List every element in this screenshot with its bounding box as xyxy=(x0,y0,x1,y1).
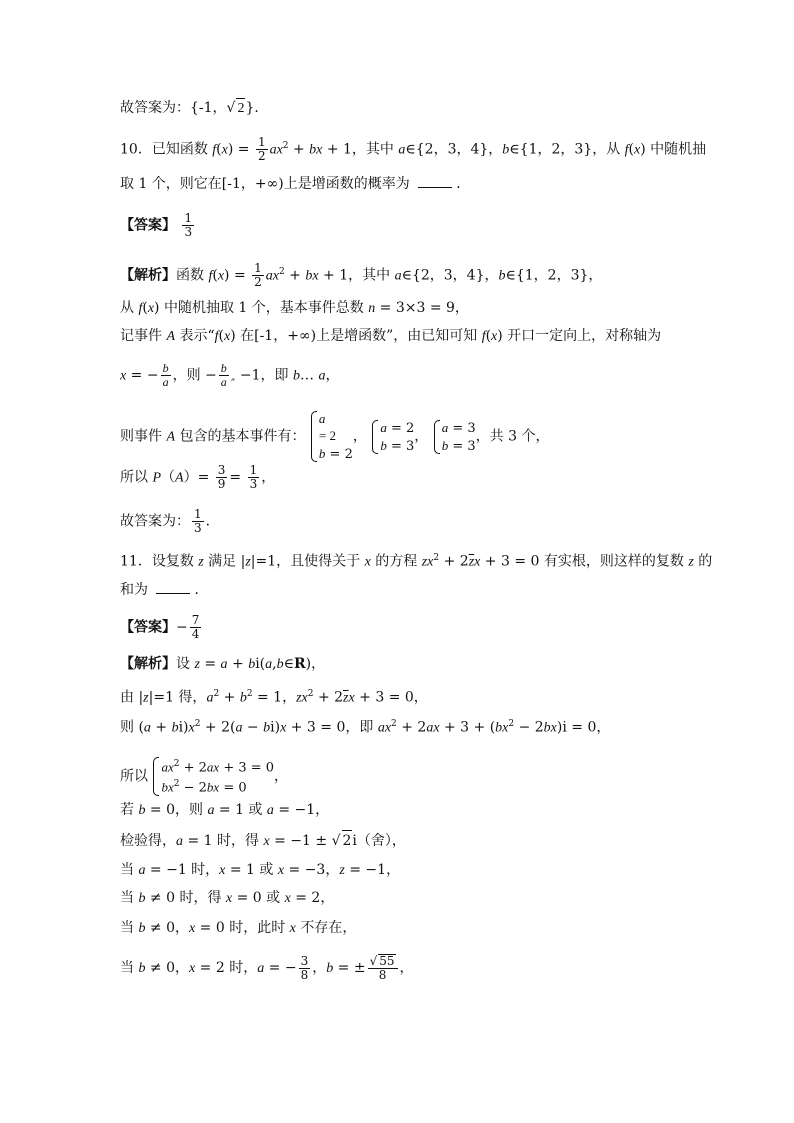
analysis-10-line-2: 从 f(x) 中随机抽取 1 个，基本事件总数 n = 3×3 = 9， xyxy=(120,300,469,316)
analysis-11-line-8: 当 b ≠ 0 时，得 x = 0 或 x = 2， xyxy=(120,890,335,906)
analysis-label-11: 【解析】 xyxy=(120,656,176,672)
answer-value-10: $\frac{1}{3}$ xyxy=(184,211,193,239)
problem-10-statement: 10．已知函数 f(x) = $\frac{1}{2}$ $ax^2$ + bx + 1，其中 a∈{2，3，4}，b∈{1，2，3}，从 f(x) 中随机抽 xyxy=(120,135,707,164)
answer-label-11: 【答案】 xyxy=(120,619,176,636)
analysis-10-line-4: x = − $\frac{b}{a}$ ，则 − $\frac{b}{a}$ „ −1，即 b… a， xyxy=(120,361,340,389)
problem-11-statement-cont: 和为 ． xyxy=(120,582,209,598)
analysis-10-line-5: 则事件 A 包含的基本事件有： a = 2 b = 2， a = 2 b = 3， a = 3 b = 3，共 3 个， xyxy=(120,411,550,462)
analysis-11-line-4: 所以 $ax^2 + 2ax + 3 = 0$ $bx^2 - 2bx = 0$， xyxy=(120,756,288,797)
answer-row-10 xyxy=(120,212,196,239)
analysis-11-line-2: 由 |z|=1 得，$a^2 + b^2 = 1$，$zx^2 + 2\overline{z}x + 3 = 0$， xyxy=(120,689,428,706)
answer-row-11: 【答案】− $\frac{7}{4}$ xyxy=(120,613,200,641)
analysis-10-line-7: 故答案为： $\frac{1}{3}$ ． xyxy=(120,507,220,535)
analysis-11-line-5: 若 b = 0，则 a = 1 或 a = −1， xyxy=(120,802,330,818)
problem-11-statement: 11．设复数 z 满足 |z|=1，且使得关于 x 的方程 $zx^2 + 2\overline{z}x + 3 = 0$ 有实根，则这样的复数 z 的 xyxy=(120,553,713,570)
text-line-prev-answer: 故答案为：{-1，√ 2}． xyxy=(120,98,268,119)
answer-blank-11 xyxy=(156,581,190,594)
analysis-11-line-3: 则 $(a + bi)x^2 + 2(a - bi)x + 3 = 0$，即 $ax^2 + 2ax + 3 + (bx^2 - 2bx)i = 0$， xyxy=(120,719,611,736)
analysis-11-line-1: 【解析】设 z = a + bi(a,b∈R)， xyxy=(120,656,326,672)
analysis-10-line-1: 【解析】函数 f(x) = $\frac{1}{2}$ $ax^2$ + bx + 1，其中 a∈{2，3，4}，b∈{1，2，3}， xyxy=(120,261,603,290)
analysis-11-line-7: 当 a = −1 时，x = 1 或 x = −3，z = −1， xyxy=(120,862,401,878)
answer-blank xyxy=(418,175,452,188)
analysis-10-line-6: 所以 P（A）= $\frac{3}{9}$ = $\frac{1}{3}$ ， xyxy=(120,463,276,491)
analysis-11-line-10: 当 b ≠ 0，x = 2 时，a = − $\frac{3}{8}$ ，b = ± $\frac{√ 55}{8}$ ， xyxy=(120,953,414,982)
analysis-11-line-6: 检验得，a = 1 时，得 x = −1 ± √ 2i（舍）， xyxy=(120,830,406,852)
analysis-label: 【解析】 xyxy=(120,267,176,284)
analysis-11-line-9: 当 b ≠ 0，x = 0 时，此时 x 不存在， xyxy=(120,920,357,936)
problem-10-statement-cont: 取 1 个，则它在[-1，+∞)上是增函数的概率为 ． xyxy=(120,176,471,192)
answer-label: 【答案】 xyxy=(120,217,176,234)
analysis-10-line-3: 记事件 A 表示“f(x) 在[-1，+∞)上是增函数”，由已知可知 f(x) 开口一定向上，对称轴为 xyxy=(120,328,662,344)
